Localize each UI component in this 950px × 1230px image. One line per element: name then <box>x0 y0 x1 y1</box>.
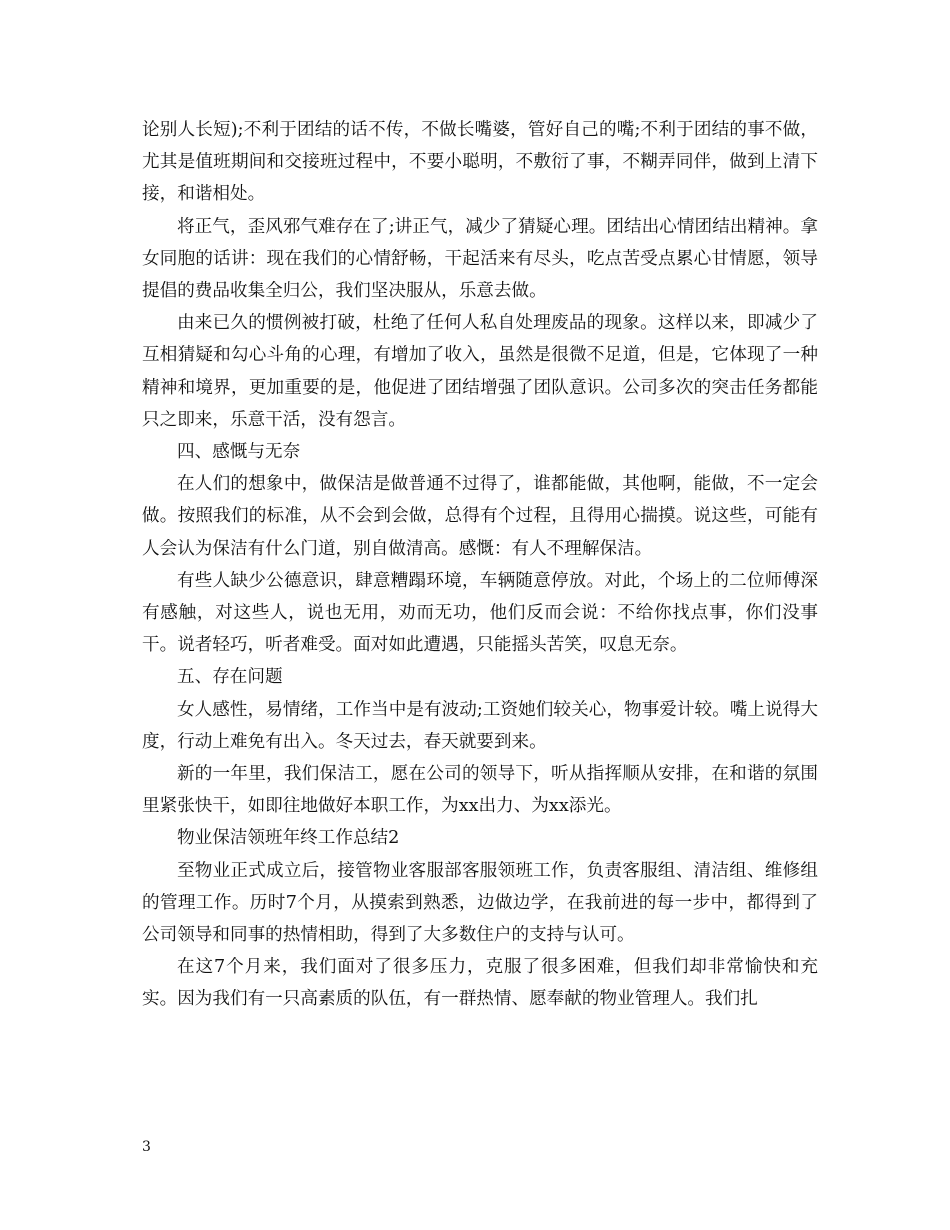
paragraph-5: 在人们的想象中，做保洁是做普通不过得了，谁都能做，其他啊，能做，不一定会做。按照我们的标准，从不会到会做，总得有个过程，且得用心揣摸。说这些，可能有人会认为保洁有什么门道，别自做清高。感慨：有人不理解保洁。 <box>142 474 818 559</box>
paragraph-2: 将正气，歪风邪气难存在了;讲正气，减少了猜疑心理。团结出心情团结出精神。拿女同胞的话讲：现在我们的心情舒畅，干起活来有尽头，吃点苦受点累心甘情愿，领导提倡的费品收集全归公，我们坚决服从，乐意去做。 <box>142 216 818 302</box>
paragraph-9: 新的一年里，我们保洁工，愿在公司的领导下，听从指挥顺从安排，在和谐的氛围里紧张快干，如即往地做好本职工作，为xx出力、为xx添光。 <box>142 764 818 817</box>
document-body <box>142 114 818 1016</box>
paragraph-8: 女人感性，易情绪，工作当中是有波动;工资她们较关心，物事爱计较。嘴上说得大度，行动上难免有出入。冬天过去，春天就要到来。 <box>142 699 818 752</box>
document-title-2: 物业保洁领班年终工作总结2 <box>177 828 400 849</box>
paragraph-11: 至物业正式成立后，接管物业客服部客服领班工作，负责客服组、清洁组、维修组的管理工作。历时7个月，从摸索到熟悉，边做边学，在我前进的每一步中，都得到了公司领导和同事的热情相助，得到了大多数住户的支持与认可。 <box>142 860 818 946</box>
section-heading-5: 五、存在问题 <box>177 667 283 688</box>
paragraph-1: 论别人长短);不利于团结的话不传，不做长嘴婆，管好自己的嘴;不利于团结的事不做，尤其是值班期间和交接班过程中，不要小聪明，不敷衍了事，不糊弄同伴，做到上清下接，和谐相处。 <box>142 120 818 205</box>
section-heading-4: 四、感慨与无奈 <box>177 442 301 463</box>
paragraph-6: 有些人缺少公德意识，肆意糟蹋环境，车辆随意停放。对此，个场上的二位师傅深有感触，对这些人，说也无用，劝而无功，他们反而会说：不给你找点事，你们没事干。说者轻巧，听者难受。面对如此遭遇，只能摇头苦笑，叹息无奈。 <box>142 570 818 656</box>
paragraph-12: 在这7个月来，我们面对了很多压力，克服了很多困难，但我们却非常愉快和充实。因为我们有一只高素质的队伍，有一群热情、愿奉献的物业管理人。我们扎 <box>142 957 818 1010</box>
paragraph-3: 由来已久的惯例被打破，杜绝了任何人私自处理废品的现象。这样以来，即减少了互相猜疑和勾心斗角的心理，有增加了收入，虽然是很微不足道，但是，它体现了一种精神和境界，更加重要的是，他促进了团结增强了团队意识。公司多次的突击任务都能只之即来，乐意干活，没有怨言。 <box>142 313 818 430</box>
page-number: 3 <box>142 1139 151 1155</box>
